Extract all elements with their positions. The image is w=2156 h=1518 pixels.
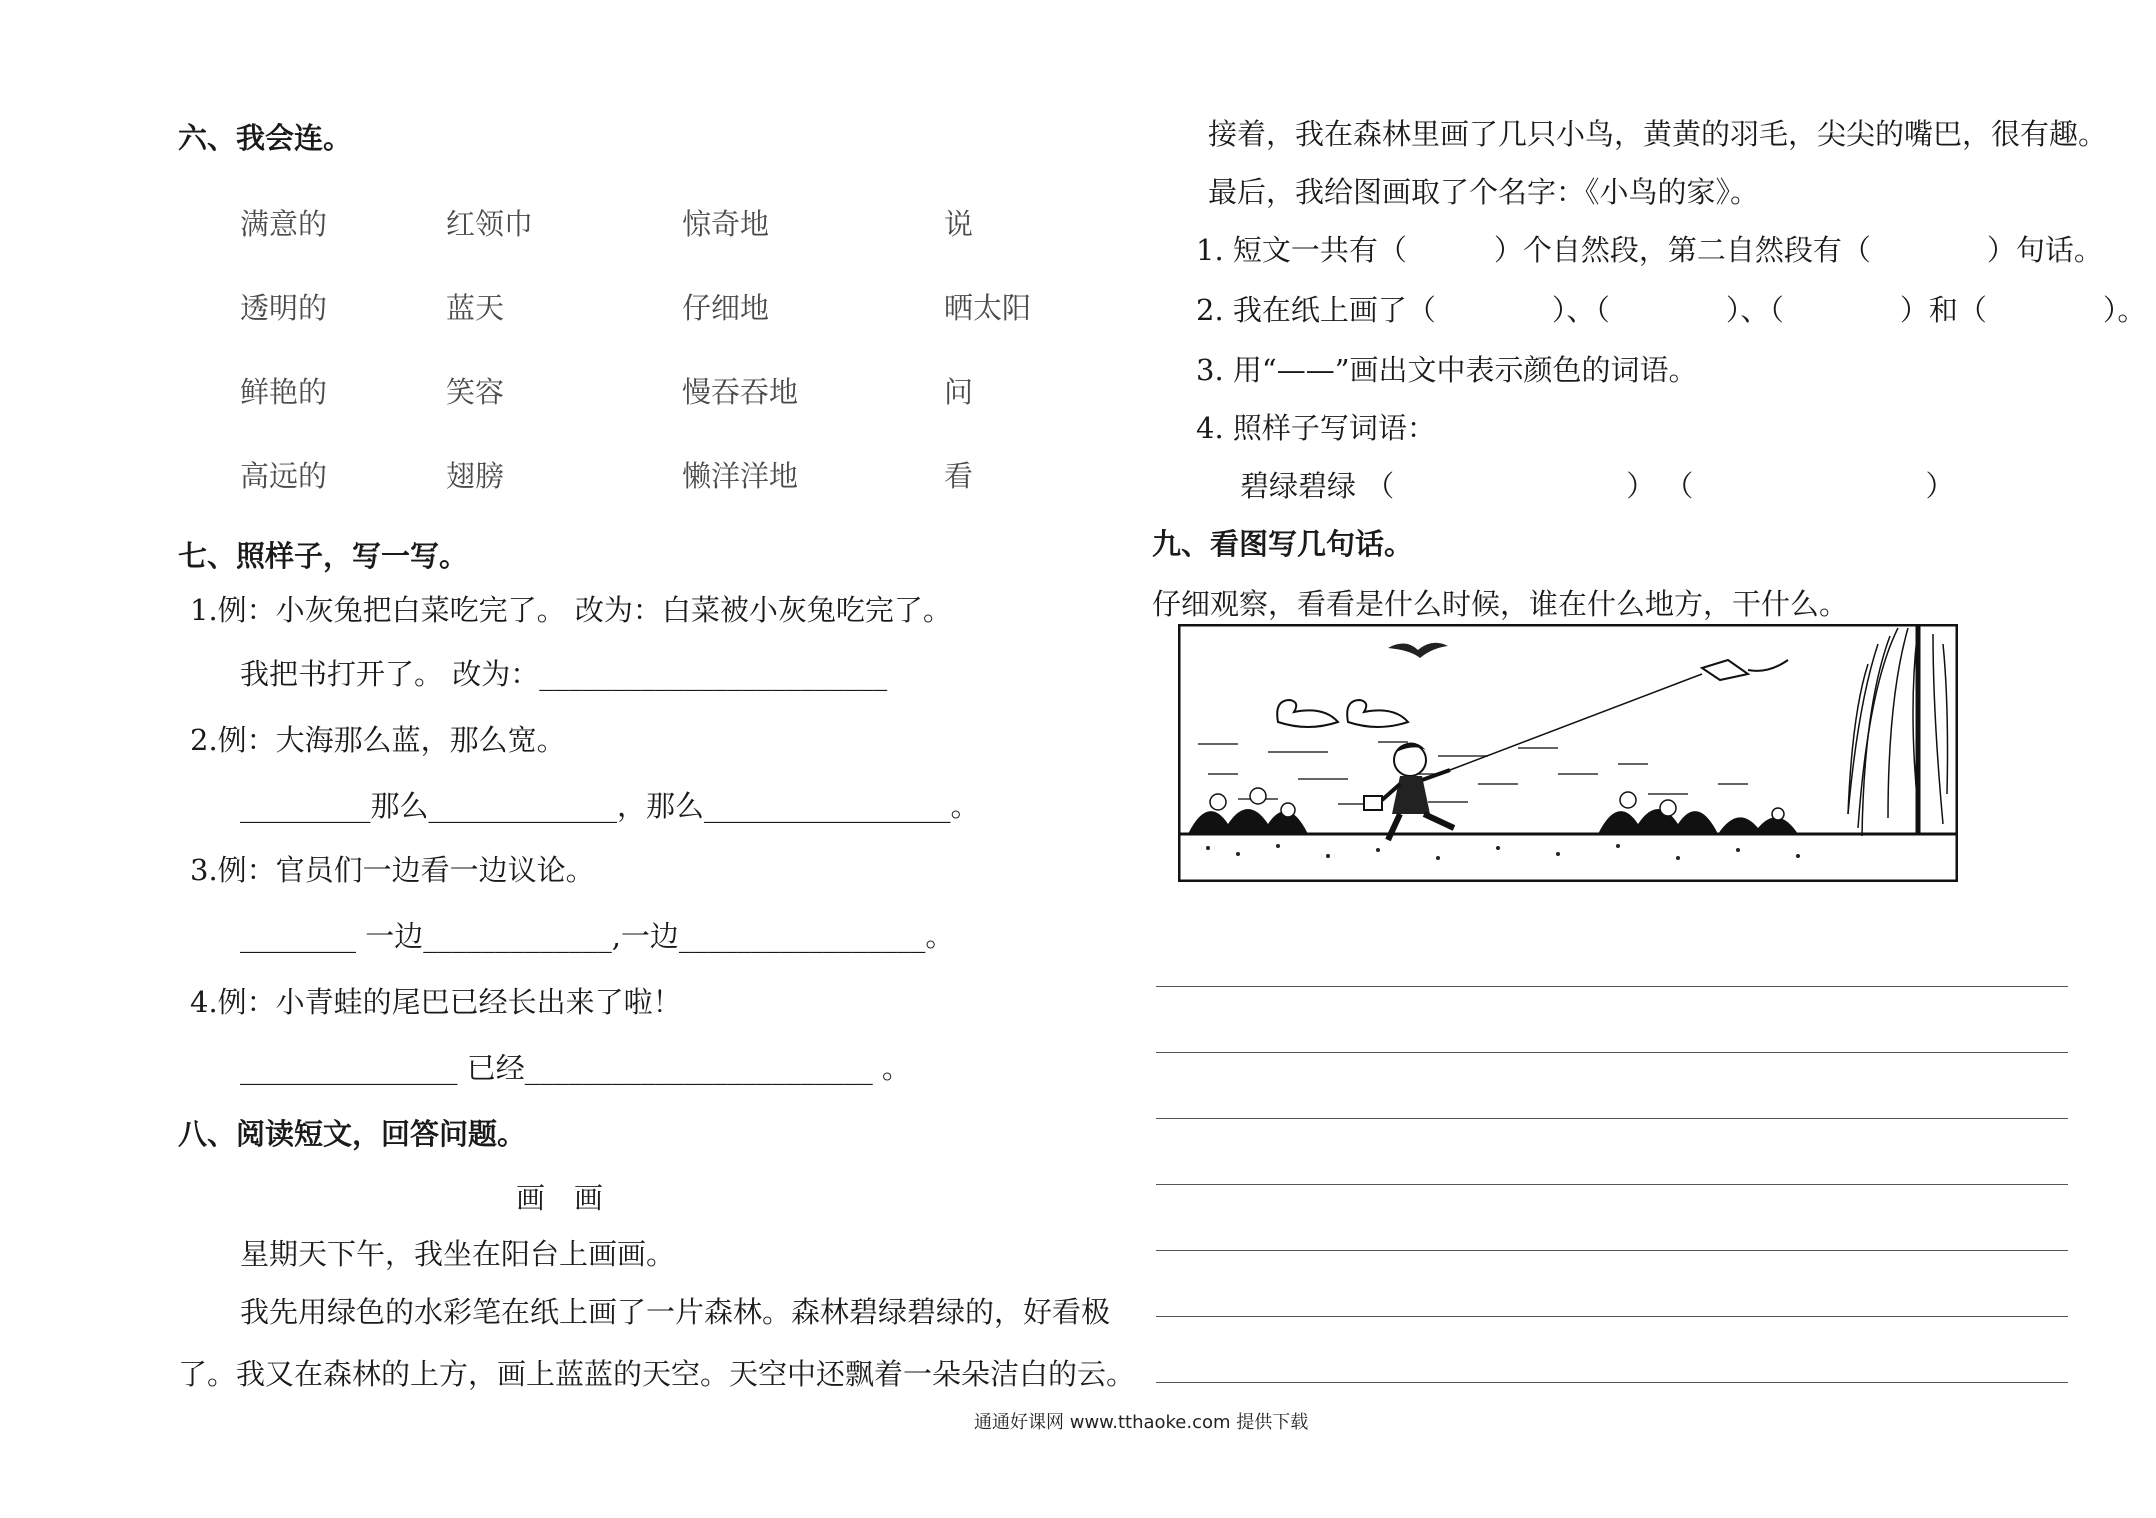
match-col4-item: 看 — [944, 459, 974, 493]
match-col2-item: 翅膀 — [446, 459, 505, 493]
passage-paragraph: 最后，我给图画取了个名字：《小鸟的家》。 — [1208, 175, 1760, 209]
kite-flying-illustration — [1178, 624, 1958, 882]
writing-line[interactable] — [1156, 1250, 2068, 1251]
section-9-instruction: 仔细观察，看看是什么时候，谁在什么地方，干什么。 — [1152, 587, 1849, 621]
exercise-line: _______________ 已经________________________ 。 — [240, 1051, 911, 1085]
match-col4-item: 说 — [944, 207, 974, 241]
passage-paragraph: 我先用绿色的水彩笔在纸上画了一片森林。森林碧绿碧绿的，好看极 — [240, 1295, 1111, 1329]
writing-line[interactable] — [1156, 1184, 2068, 1185]
passage-paragraph-cont: 了。我又在森林的上方，画上蓝蓝的天空。天空中还飘着一朵朵洁白的云。 — [178, 1357, 1136, 1391]
match-col4-item: 晒太阳 — [944, 291, 1032, 325]
writing-line[interactable] — [1156, 1052, 2068, 1053]
exercise-line: _________那么_____________，那么_________________。 — [240, 789, 980, 823]
exercise-line: ________ 一边_____________,一边_________________。 — [240, 919, 955, 953]
footer-credit: 通通好课网 www.tthaoke.com 提供下载 — [974, 1412, 1309, 1433]
question-4: 4. 照样子写词语： — [1196, 411, 1436, 445]
match-col3-item: 懒洋洋地 — [682, 459, 799, 493]
writing-line[interactable] — [1156, 986, 2068, 987]
exercise-line: 我把书打开了。 改为：________________________ — [240, 657, 888, 691]
exercise-line: 2.例：大海那么蓝，那么宽。 — [190, 723, 566, 757]
question-2: 2. 我在纸上画了（ ）、（ ）、（ ）和（ ）。 — [1196, 293, 2147, 327]
passage-paragraph: 星期天下午，我坐在阳台上画画。 — [240, 1237, 676, 1271]
passage-title: 画 画 — [516, 1181, 604, 1215]
match-col3-item: 慢吞吞地 — [682, 375, 799, 409]
exercise-line: 4.例：小青蛙的尾巴已经长出来了啦！ — [190, 985, 682, 1019]
writing-line[interactable] — [1156, 1382, 2068, 1383]
match-col2-item: 红领巾 — [446, 207, 534, 241]
section-8-title: 八、阅读短文，回答问题。 — [178, 1117, 527, 1151]
match-col3-item: 惊奇地 — [682, 207, 770, 241]
section-6-title: 六、我会连。 — [178, 121, 353, 155]
match-col2-item: 笑容 — [446, 375, 505, 409]
passage-paragraph: 接着，我在森林里画了几只小鸟，黄黄的羽毛，尖尖的嘴巴，很有趣。 — [1208, 117, 2108, 151]
match-col1-item: 高远的 — [240, 459, 328, 493]
section-7-title: 七、照样子，写一写。 — [178, 539, 469, 573]
match-col1-item: 满意的 — [240, 207, 328, 241]
match-col3-item: 仔细地 — [682, 291, 770, 325]
exercise-line: 3.例：官员们一边看一边议论。 — [190, 853, 595, 887]
question-4-example: 碧绿碧绿 （ ） （ ） — [1240, 469, 1955, 503]
match-col1-item: 透明的 — [240, 291, 328, 325]
question-3: 3. 用“——”画出文中表示颜色的词语。 — [1196, 353, 1698, 387]
writing-line[interactable] — [1156, 1316, 2068, 1317]
match-col4-item: 问 — [944, 375, 974, 409]
section-9-title: 九、看图写几句话。 — [1152, 527, 1414, 561]
writing-line[interactable] — [1156, 1118, 2068, 1119]
exercise-line: 1.例：小灰兔把白菜吃完了。 改为：白菜被小灰兔吃完了。 — [190, 593, 952, 627]
match-col2-item: 蓝天 — [446, 291, 505, 325]
question-1: 1. 短文一共有（ ）个自然段，第二自然段有（ ）句话。 — [1196, 233, 2103, 267]
match-col1-item: 鲜艳的 — [240, 375, 328, 409]
